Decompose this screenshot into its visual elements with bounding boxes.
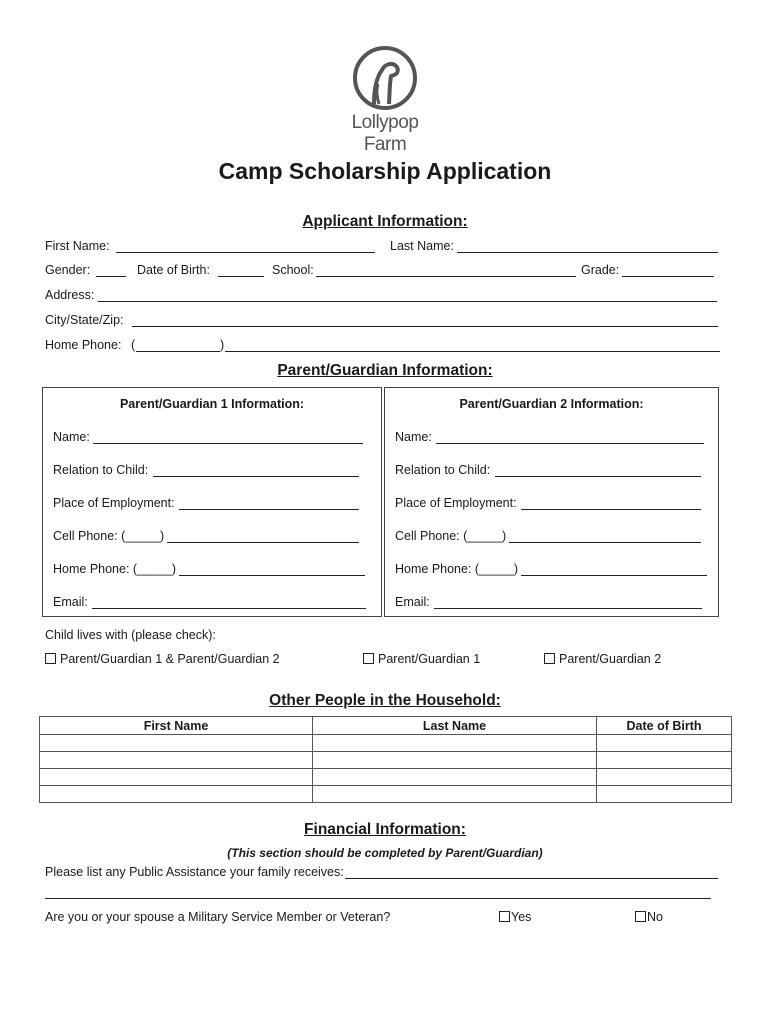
checkbox[interactable] — [499, 911, 510, 922]
home-phone-area-code-field[interactable] — [136, 339, 220, 352]
dob-field[interactable] — [218, 264, 264, 277]
g1-email-label: Email: — [53, 595, 88, 609]
g1-relation-field[interactable] — [153, 464, 359, 477]
checkbox[interactable] — [635, 911, 646, 922]
dob-label: Date of Birth: — [137, 263, 210, 277]
g1-employment-field[interactable] — [179, 497, 359, 510]
logo-text: Lollypop Farm — [351, 112, 419, 155]
assistance-label: Please list any Public Assistance your family receives: — [45, 865, 344, 879]
g2-cell-label: Cell Phone: (_____) — [395, 529, 507, 543]
parent-section-heading: Parent/Guardian Information: — [277, 362, 493, 379]
page-title: Camp Scholarship Application — [218, 158, 552, 184]
lollypop-farm-logo — [330, 44, 440, 155]
home-phone-paren-close: ) — [220, 338, 225, 352]
g2-email-label: Email: — [395, 595, 430, 609]
first-name-field[interactable] — [116, 240, 375, 253]
gender-label: Gender: — [45, 263, 91, 277]
g1-home-label: Home Phone: (_____) — [53, 562, 176, 576]
applicant-section-heading: Applicant Information: — [302, 213, 468, 230]
table-cell[interactable] — [313, 752, 597, 769]
first-name-label: First Name: — [45, 239, 110, 253]
table-cell[interactable] — [40, 752, 313, 769]
table-header-row — [40, 717, 732, 735]
g2-employment-label: Place of Employment: — [395, 496, 517, 510]
g2-employment-field[interactable] — [521, 497, 701, 510]
column-header: First Name — [40, 717, 313, 735]
lives-with-both-option[interactable]: Parent/Guardian 1 & Parent/Guardian 2 — [45, 652, 280, 666]
household-section-heading: Other People in the Household: — [269, 692, 501, 709]
lives-with-label: Child lives with (please check): — [45, 628, 216, 642]
grade-label: Grade: — [581, 263, 620, 277]
gender-field[interactable] — [96, 264, 126, 277]
checkbox[interactable] — [544, 653, 555, 664]
home-phone-paren-open: ( — [131, 338, 136, 352]
g2-name-field[interactable] — [436, 431, 704, 444]
column-header: Date of Birth — [597, 717, 732, 735]
school-label: School: — [272, 263, 314, 277]
table-cell[interactable] — [313, 769, 597, 786]
table-cell[interactable] — [40, 786, 313, 803]
table-cell[interactable] — [597, 786, 732, 803]
g1-cell-field[interactable] — [167, 530, 359, 543]
military-yes-option[interactable]: Yes — [499, 910, 531, 924]
grade-field[interactable] — [622, 264, 714, 277]
dog-icon — [330, 44, 440, 114]
table-row — [40, 752, 732, 769]
last-name-field[interactable] — [457, 240, 718, 253]
g2-home-field[interactable] — [521, 563, 707, 576]
table-cell[interactable] — [597, 735, 732, 752]
lives-with-g2-option[interactable]: Parent/Guardian 2 — [544, 652, 661, 666]
table-cell[interactable] — [597, 769, 732, 786]
table-cell[interactable] — [597, 752, 732, 769]
g1-name-label: Name: — [53, 430, 90, 444]
g1-name-field[interactable] — [93, 431, 363, 444]
city-state-zip-field[interactable] — [132, 314, 718, 327]
guardian-2-box — [384, 387, 719, 617]
city-state-zip-label: City/State/Zip: — [45, 313, 124, 327]
address-label: Address: — [45, 288, 95, 302]
g2-home-label: Home Phone: (_____) — [395, 562, 518, 576]
household-table — [39, 716, 732, 803]
table-cell[interactable] — [40, 735, 313, 752]
address-field[interactable] — [98, 289, 717, 302]
g1-cell-label: Cell Phone: (_____) — [53, 529, 165, 543]
assistance-field[interactable] — [345, 866, 718, 879]
g1-relation-label: Relation to Child: — [53, 463, 149, 477]
checkbox[interactable] — [363, 653, 374, 664]
g2-relation-field[interactable] — [495, 464, 701, 477]
financial-section-heading: Financial Information: — [304, 821, 466, 838]
financial-note: (This section should be completed by Parent/Guardian) — [227, 846, 543, 860]
table-cell[interactable] — [40, 769, 313, 786]
last-name-label: Last Name: — [390, 239, 454, 253]
assistance-field-line-2[interactable] — [45, 886, 711, 899]
checkbox[interactable] — [45, 653, 56, 664]
guardian-2-heading: Parent/Guardian 2 Information: — [459, 397, 644, 411]
table-row — [40, 769, 732, 786]
guardian-1-box — [42, 387, 382, 617]
g1-email-field[interactable] — [92, 596, 366, 609]
home-phone-field[interactable] — [225, 339, 720, 352]
military-label: Are you or your spouse a Military Service Member or Veteran? — [45, 910, 391, 924]
g2-relation-label: Relation to Child: — [395, 463, 491, 477]
guardian-1-heading: Parent/Guardian 1 Information: — [119, 397, 305, 411]
table-cell[interactable] — [313, 786, 597, 803]
g2-cell-field[interactable] — [509, 530, 701, 543]
home-phone-label: Home Phone: — [45, 338, 122, 352]
column-header: Last Name — [313, 717, 597, 735]
lives-with-g1-option[interactable]: Parent/Guardian 1 — [363, 652, 480, 666]
g2-name-label: Name: — [395, 430, 432, 444]
table-cell[interactable] — [313, 735, 597, 752]
school-field[interactable] — [316, 264, 576, 277]
g2-email-field[interactable] — [434, 596, 702, 609]
table-row — [40, 735, 732, 752]
g1-home-field[interactable] — [179, 563, 365, 576]
table-row — [40, 786, 732, 803]
military-no-option[interactable]: No — [635, 910, 663, 924]
g1-employment-label: Place of Employment: — [53, 496, 175, 510]
